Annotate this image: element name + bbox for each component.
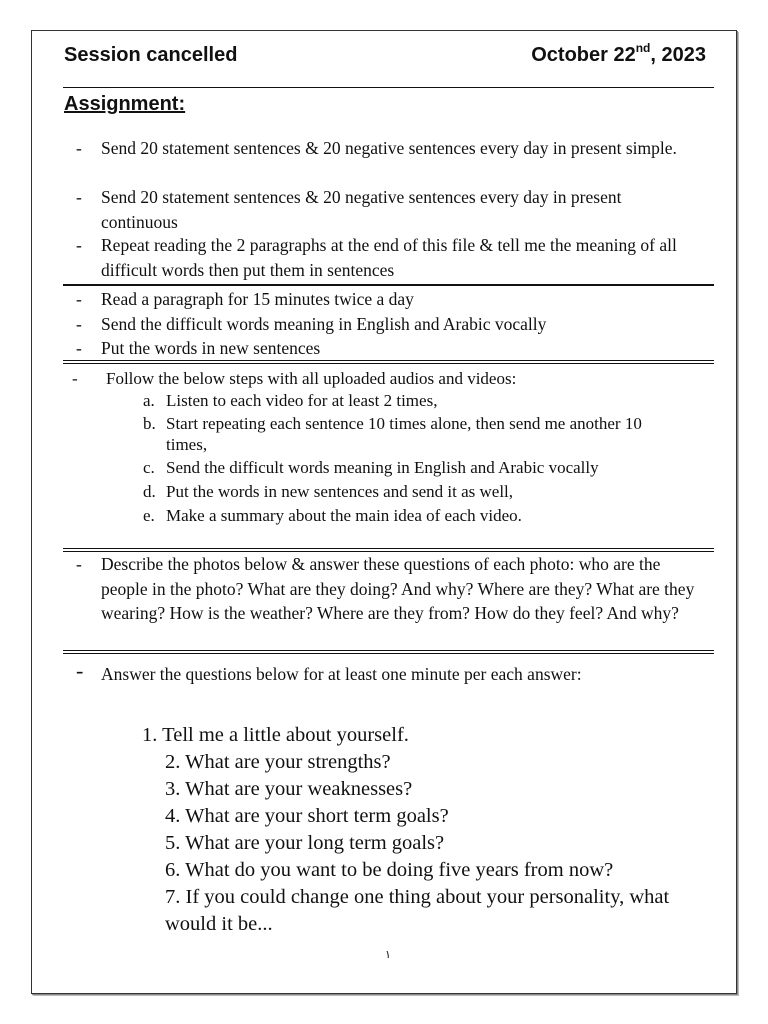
page-number: ١: [385, 949, 391, 961]
header-rule: [63, 87, 714, 88]
date-month-day: October 22: [531, 44, 636, 66]
question-2: 2. What are your strengths?: [165, 751, 391, 773]
bullet-dash: -: [76, 289, 82, 309]
bullet-dash: -: [76, 187, 82, 207]
date-year: , 2023: [650, 44, 706, 66]
block4-item: [76, 552, 696, 626]
step-a: [143, 390, 703, 411]
step-d: [143, 481, 703, 502]
session-title: Session cancelled: [64, 44, 238, 66]
bullet-dash: -: [76, 138, 82, 158]
assignment-heading: Assignment:: [64, 93, 186, 115]
question-1: 1. Tell me a little about yourself.: [142, 724, 409, 746]
step-text: Make a summary about the main idea of each video.: [166, 506, 522, 525]
bullet-dash: -: [76, 554, 82, 574]
item-text: Send 20 statement sentences & 20 negative sentences every day in present continuous: [101, 187, 622, 232]
bullet-dash: -: [72, 369, 78, 388]
block5-intro: [76, 658, 696, 687]
item-text: Repeat reading the 2 paragraphs at the end of this file & tell me the meaning of all difficult words then put them in sentences: [101, 235, 677, 280]
block4-divider: [63, 650, 714, 654]
step-e: [143, 505, 703, 526]
step-marker: e.: [143, 506, 155, 525]
step-marker: a.: [143, 391, 155, 410]
item-text: Send the difficult words meaning in English and Arabic vocally: [101, 314, 547, 334]
step-text: Listen to each video for at least 2 times,: [166, 391, 438, 410]
step-text: Start repeating each sentence 10 times alone, then send me another 10 times,: [166, 414, 642, 454]
date-ordinal-suffix: nd: [635, 41, 651, 55]
step-text: Put the words in new sentences and send it as well,: [166, 482, 514, 501]
step-marker: d.: [143, 482, 156, 501]
step-b: [143, 413, 668, 455]
step-c: [143, 457, 703, 478]
item-text: Put the words in new sentences: [101, 338, 321, 358]
block2-item-2: [76, 312, 696, 337]
question-4: 4. What are your short term goals?: [165, 805, 449, 827]
block2-divider: [63, 360, 714, 364]
item-text: Answer the questions below for at least one minute per each answer:: [101, 664, 582, 684]
bullet-dash: -: [76, 338, 82, 358]
block1-divider: [63, 284, 714, 286]
block2-item-3: [76, 336, 696, 361]
question-7: 7. If you could change one thing about your personality, what would it be...: [165, 886, 670, 935]
item-text: Read a paragraph for 15 minutes twice a day: [101, 289, 414, 309]
block2-item-1: [76, 287, 696, 312]
question-5: 5. What are your long term goals?: [165, 832, 445, 854]
step-marker: c.: [143, 458, 155, 477]
item-text: Send 20 statement sentences & 20 negative sentences every day in present simple.: [101, 138, 677, 158]
block3-intro: [72, 368, 692, 390]
header: [64, 41, 706, 72]
step-text: Send the difficult words meaning in English and Arabic vocally: [166, 458, 599, 477]
bullet-dash: -: [76, 658, 84, 683]
block1-item-1: [76, 136, 696, 161]
block1-item-3: [76, 233, 696, 282]
question-3: 3. What are your weaknesses?: [165, 778, 413, 800]
question-6: 6. What do you want to be doing five years from now?: [165, 859, 614, 881]
bullet-dash: -: [76, 314, 82, 334]
item-text: Describe the photos below & answer these questions of each photo: who are the people in the photo? What are they doing? And why? Where are they? What are they wearing? How is the weather? Where are they from? How do they feel? And why?: [101, 554, 695, 623]
step-marker: b.: [143, 414, 156, 433]
item-text: Follow the below steps with all uploaded audios and videos:: [106, 369, 517, 388]
block1-item-2: [76, 185, 696, 234]
session-date: [531, 41, 706, 67]
bullet-dash: -: [76, 235, 82, 255]
